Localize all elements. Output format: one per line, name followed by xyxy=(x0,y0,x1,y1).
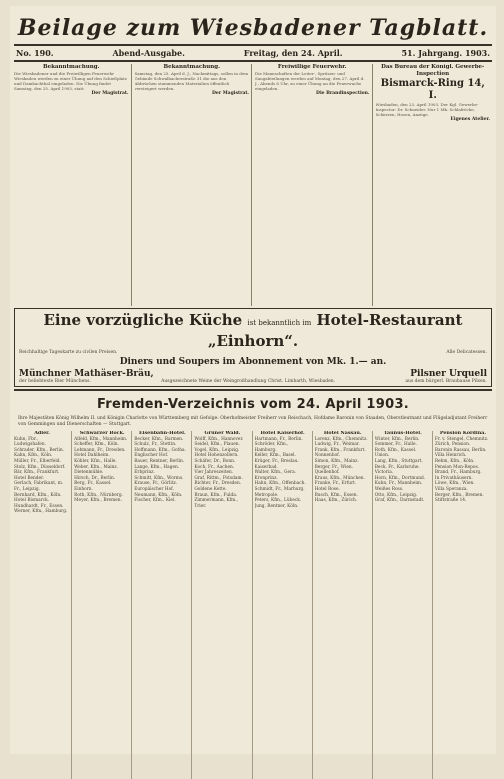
guest-entry: Hotel Rose. xyxy=(314,486,340,492)
guest-entry: Rehm, Kfm., Köln. xyxy=(434,458,475,464)
ad-heading: Bekanntmachung. xyxy=(42,64,100,70)
ad-text: Die Wiesbadener und die Freiwilligen Feuerwehr Wiesbaden werden zu einer Übung auf den Schießplatz und Dambachthal eingeladen. Die Übung findet Samstag, den 25. April 1903, statt. xyxy=(14,71,127,91)
guest-entry: Beck, Fr., Karlsruhe. xyxy=(374,464,420,470)
banner-diners: Diners und Soupers im Abonnement von Mk. 1.— an. xyxy=(119,357,387,367)
ad-big-text: Bismarck-Ring 14, I. xyxy=(380,78,485,101)
guest-entry: Kuhn, Fbr., Ludwigshafen. xyxy=(14,436,46,448)
ads-section xyxy=(14,64,492,306)
guest-entry: Bär, Kfm., Frankfurt. xyxy=(14,470,60,476)
guest-entry: Lorenz, Kfm., Chemnitz. xyxy=(314,436,368,442)
guest-column xyxy=(315,431,373,779)
guest-entry: Hotel Dahlheim. xyxy=(74,453,110,459)
guest-entry: Schulz, Fr., Stettin. xyxy=(134,442,177,448)
guest-entry: Scheffer, Kfm., Köln. xyxy=(74,442,119,448)
hotel-heading: Eisenbahn-Hotel. xyxy=(138,431,186,436)
guest-entry: Schröder, Kfm., Hamburg. xyxy=(254,442,289,453)
guest-entry: Metropole. xyxy=(254,492,279,498)
guest-entry: Fr. v. Stengel, Chemnitz. xyxy=(434,436,489,442)
guest-entry: Lehmann, Fr., Dresden. xyxy=(74,447,126,453)
guest-entry: Gerlach, Fabrikant, m. Fr., Leipzig. xyxy=(14,481,64,492)
guest-column xyxy=(14,431,72,779)
guest-entry: Werner, Kfm., Hamburg. xyxy=(14,509,68,515)
banner-kitchen: Eine vorzügliche Küche xyxy=(43,311,243,329)
hotel-heading: Hotel Kaiserhof. xyxy=(260,431,305,436)
guest-entry: Hotel Bismarck. xyxy=(14,498,50,504)
guest-entry: Franke, Fr., Erfurt. xyxy=(314,481,357,487)
guest-entry: Zürich, Pension. xyxy=(434,442,471,448)
guest-entry: Berg, Fr., Kassel. xyxy=(74,481,112,487)
banner-tageskarte: Reichhaltige Tageskarte zu civilen Preisen. xyxy=(19,350,118,355)
guest-list xyxy=(14,431,492,779)
guest-entry: Keller, Kfm., Basel. xyxy=(254,453,296,459)
masthead: Beilage zum Wiesbadener Tagblatt. xyxy=(17,15,489,41)
hotel-heading: Schwarzer Bock. xyxy=(79,431,125,436)
guest-entry: Bauer, Rentner, Berlin. xyxy=(134,458,185,464)
guest-column xyxy=(194,431,252,779)
guest-entry: Stolz, Kfm., Düsseldorf. xyxy=(14,464,66,470)
guest-entry: Hotel Hohenzollern. xyxy=(194,453,239,459)
guest-entry: Dietenmühle. xyxy=(74,470,104,476)
issue-year: 51. Jahrgang. 1903. xyxy=(401,48,490,58)
guest-entry: Ludwig, Fr., Weimar. xyxy=(314,442,360,448)
guest-entry: Hartmann, Fr., Berlin. xyxy=(254,436,303,442)
banner-sub xyxy=(19,350,487,355)
banner-hotel: Hotel-Restaurant „Einhorn“. xyxy=(207,311,463,350)
guest-entry: Hoffmann, Kfm., Gotha. xyxy=(134,447,186,453)
guest-entry: Walter, Kfm., Gera. xyxy=(254,470,296,476)
guest-entry: Kuhn, Fr., Mannheim. xyxy=(374,481,423,487)
guest-entry: Krüger, Fr., Breslau. xyxy=(254,458,299,464)
ad-signature: Eigenes Atelier. xyxy=(450,117,490,122)
guest-entry: Kahn, Kfm., Köln. xyxy=(14,453,53,459)
guest-entry: Vier Jahreszeiten. xyxy=(194,470,234,476)
ad-column xyxy=(135,64,253,306)
guest-entry: Union. xyxy=(374,453,390,459)
guest-entry: Pension Mon-Repos. xyxy=(434,464,480,470)
banner-weine: Ausgezeichnete Weine der Weingroßhandlung Christ. Limbarth, Wiesbaden. xyxy=(161,379,336,384)
guest-entry: Brand, Fr., Hamburg. xyxy=(434,470,482,476)
hotel-heading: Grüner Wald. xyxy=(204,431,241,436)
guest-entry: Köhler, Kfm., Halle. xyxy=(74,458,117,464)
guest-entry: Roth, Kfm., Nürnberg. xyxy=(74,492,123,498)
issue-rule xyxy=(14,60,492,62)
guest-entry: Einhorn. xyxy=(74,486,93,492)
guest-entry: Stiftstraße 14. xyxy=(434,498,467,504)
pilsner-sub: aus dem bürgerl. Brauhause Pilsen. xyxy=(405,379,487,384)
guest-column xyxy=(255,431,313,779)
guest-entry: Nonnenhof. xyxy=(314,453,340,459)
guest-entry: Lange, Kfm., Hagen. xyxy=(134,464,180,470)
ad-heading: Bekanntmachung. xyxy=(163,64,221,70)
fremden-title: Fremden-Verzeichnis vom 24. April 1903. xyxy=(96,397,410,412)
guest-column xyxy=(435,431,492,779)
guest-entry: Hirsch, Dr., Berlin. xyxy=(74,475,116,481)
guest-entry: Graf, Rittm., Potsdam. xyxy=(194,475,243,481)
hotel-heading: Hotel Nassau. xyxy=(323,431,362,436)
guest-entry: Kaiserbad. xyxy=(254,464,278,470)
guest-entry: Victoria. xyxy=(374,470,394,476)
guest-entry: Schmidt, Fr., Marburg. xyxy=(254,486,305,492)
guest-entry: Erbprinz. xyxy=(134,470,155,476)
guest-entry: Weißes Ross. xyxy=(374,486,404,492)
guest-entry: Kronprinz. xyxy=(254,475,278,481)
issue-line xyxy=(10,46,496,60)
banner-beers xyxy=(19,369,487,379)
beer-pilsner: Pilsner Urquell xyxy=(410,369,487,379)
ad-text: Die Mannschaften der Leiter-, Spritzen- und Saugabteilungen werden auf Montag, den 27. April d. J., Abends 6 Uhr, zu einer Übung an die Feuerwache eingeladen. xyxy=(255,71,365,91)
guest-entry: Koch, Fr., Aachen. xyxy=(194,464,235,470)
ad-heading: Freiwillige Feuerwehr. xyxy=(277,64,347,70)
ad-heading: Das Bureau der Königl. Gewerbe-Inspection xyxy=(381,64,485,77)
hotel-heading: Adler. xyxy=(34,431,50,436)
guest-entry: Villa Heinrich. xyxy=(434,453,467,459)
banner-beer-subs xyxy=(19,379,487,384)
banner-delicatessen: Alle Delicatessen. xyxy=(446,350,487,355)
newspaper-page xyxy=(10,6,496,754)
guest-entry: Hahn, Kfm., Offenbach. xyxy=(254,481,306,487)
munchner-sub: der beliebteste Bier Münchens. xyxy=(19,379,91,384)
hotel-heading: Pension Kordina. xyxy=(439,431,486,436)
guest-entry: Richter, Fr., Dresden. xyxy=(194,481,242,487)
guest-entry: Goldene Kette. xyxy=(194,486,227,492)
ad-signature: Der Magistrat. xyxy=(212,91,249,96)
ad-text: Samstag, den 25. April d. J., Nachmittags, sollen in dem Gebäude Schwalbacherstraße 31 die aus den Abbrüchen stammenden Materialien öffentlich versteigert werden. xyxy=(134,71,248,91)
ad-column xyxy=(14,64,132,306)
guest-entry: Berger, Kfm., Bremen. xyxy=(434,492,484,498)
guest-column xyxy=(134,431,192,779)
guest-entry: Quellenhof. xyxy=(314,470,340,476)
hotel-heading: Taunus-Hotel. xyxy=(383,431,422,436)
guest-entry: Graf, Kfm., Darmstadt. xyxy=(374,498,425,504)
issue-number: No. 190. xyxy=(16,48,54,58)
guest-entry: Berger, Fr., Wien. xyxy=(314,464,354,470)
guest-entry: Busch, Kfm., Essen. xyxy=(314,492,358,498)
guest-entry: Roth, Kfm., Kassel. xyxy=(374,447,417,453)
guest-entry: Weber, Kfm., Mainz. xyxy=(74,464,119,470)
guest-entry: In Privathäusern. xyxy=(434,475,473,481)
guest-entry: Becker, Kfm., Barmen. xyxy=(134,436,184,442)
guest-entry: Zimmermann, Kfm., Trier. xyxy=(194,498,238,509)
banner-headline xyxy=(19,311,487,350)
guest-entry: Villa Speranza. xyxy=(434,486,468,492)
guest-entry: Kraus, Kfm., München. xyxy=(314,475,365,481)
guest-entry: Hundhardt, Fr., Essen. xyxy=(14,503,64,509)
guest-entry: Krause, Fr., Görlitz. xyxy=(134,481,178,487)
guest-entry: Alfeld, Kfm., Mannheim. xyxy=(74,436,128,442)
ad-signature: Die Brandinspection. xyxy=(316,91,370,96)
guest-entry: Lang, Kfm., Stuttgart. xyxy=(374,458,423,464)
guest-entry: Otto, Kfm., Leipzig. xyxy=(374,492,418,498)
fremden-intro: Ihre Majestäten König Wilhelm II. und Königin Charlotte von Württemberg mit Gefolge: Oberhofmeister Freiherr von Reischach, Hofdame Baronin von Staaden, Oberstleutnant und Flügeladjutant Freiherr von Gemmingen und Dienerschaften — Stuttgart. xyxy=(18,416,488,427)
guest-entry: Englischer Hof. xyxy=(134,453,169,459)
guest-entry: Simon, Kfm., Mainz. xyxy=(314,458,359,464)
guest-entry: Seidel, Kfm., Plauen. xyxy=(194,442,240,448)
guest-entry: Müller, Fr., Elberfeld. xyxy=(14,458,61,464)
guest-entry: Horn, Kfm., Dortmund. xyxy=(374,475,426,481)
guest-entry: Wolff, Kfm., Hannover. xyxy=(194,436,244,442)
ad-signature: Der Magistrat. xyxy=(91,91,129,96)
guest-entry: Neumann, Kfm., Köln. xyxy=(134,492,183,498)
guest-entry: Frank, Kfm., Frankfurt. xyxy=(314,447,366,453)
guest-entry: Schrader, Kfm., Berlin. xyxy=(14,447,64,453)
guest-entry: Bernhard, Kfm., Köln. xyxy=(14,492,62,498)
guest-entry: Braun, Kfm., Fulda. xyxy=(194,492,238,498)
guest-entry: Winter, Kfm., Berlin. xyxy=(374,436,420,442)
issue-edition: Abend-Ausgabe. xyxy=(112,48,185,58)
beer-munchner: Münchner Mathäser-Bräu, xyxy=(19,369,154,379)
guest-column xyxy=(74,431,132,779)
guest-entry: Haas, Kfm., Zürich. xyxy=(314,498,358,504)
guest-entry: Peters, Kfm., Lübeck. xyxy=(254,498,302,504)
guest-entry: Jung, Rentner, Köln. xyxy=(254,503,299,509)
guest-entry: Hotel Bender. xyxy=(14,475,45,481)
guest-entry: Vogel, Kfm., Leipzig. xyxy=(194,447,240,453)
guest-entry: Löwe, Kfm., Wien. xyxy=(434,481,475,487)
guest-entry: Sommer, Fr., Halle. xyxy=(374,442,417,448)
banner-small: ist bekanntlich im xyxy=(247,319,312,327)
ad-column xyxy=(376,64,493,306)
guest-entry: Fischer, Kfm., Kiel. xyxy=(134,498,176,504)
guest-entry: Schäfer, Dr., Bonn. xyxy=(194,458,236,464)
guest-entry: Baronin Rassau, Berlin. xyxy=(434,447,487,453)
guest-entry: Europäischer Hof. xyxy=(134,486,174,492)
section-rule xyxy=(14,389,492,391)
guest-entry: Schmitt, Kfm., Worms. xyxy=(134,475,184,481)
issue-date: Freitag, den 24. April. xyxy=(243,48,343,58)
ad-column xyxy=(255,64,373,306)
guest-column xyxy=(375,431,433,779)
guest-entry: Meyer, Kfm., Bremen. xyxy=(74,498,122,504)
restaurant-banner xyxy=(14,308,492,387)
ad-text: Wiesbaden, den 23. April 1903. Der Kgl. Gewerbe-Inspector: Dr. Schneider. Nur 1 Mk. Schlafröcke, Schürzen, Hosen, Anzüge. xyxy=(375,102,479,117)
